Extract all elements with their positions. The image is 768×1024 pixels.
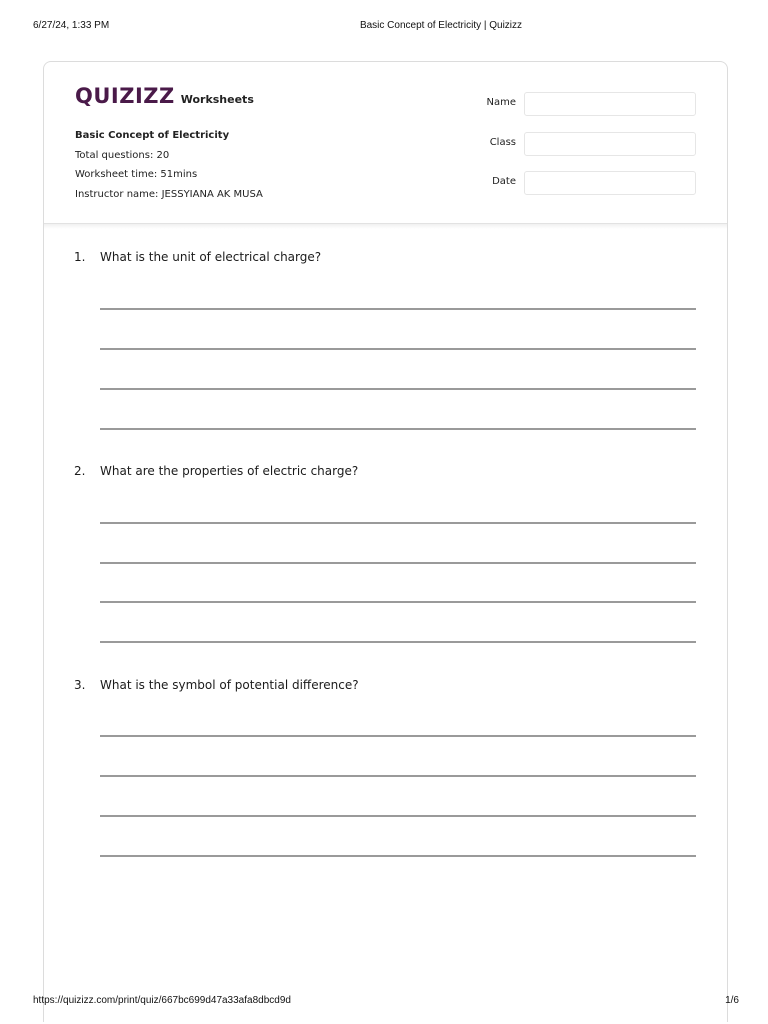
print-header bbox=[0, 0, 768, 40]
question-text: What is the unit of electrical charge? bbox=[100, 250, 322, 264]
worksheet-sheet bbox=[43, 61, 728, 1022]
question-2 bbox=[74, 464, 696, 644]
print-page-number: 1/6 bbox=[725, 995, 739, 1006]
answer-line[interactable] bbox=[100, 562, 696, 564]
instructor-name: Instructor name: JESSYIANA AK MUSA bbox=[75, 188, 263, 200]
question-text: What are the properties of electric charge? bbox=[100, 464, 359, 478]
header-divider bbox=[44, 224, 727, 229]
question-3 bbox=[74, 678, 696, 858]
answer-line[interactable] bbox=[100, 522, 696, 524]
answer-line[interactable] bbox=[100, 855, 696, 857]
class-field-row bbox=[464, 132, 696, 156]
print-page-title: Basic Concept of Electricity | Quizizz bbox=[359, 20, 523, 31]
worksheet-header bbox=[44, 62, 727, 224]
answer-line[interactable] bbox=[100, 348, 696, 350]
answer-line[interactable] bbox=[100, 428, 696, 430]
answer-line[interactable] bbox=[100, 641, 696, 643]
quizizz-logo bbox=[75, 84, 254, 108]
logo-brand: QUIZIZZ bbox=[75, 84, 175, 108]
answer-line[interactable] bbox=[100, 308, 696, 310]
class-field[interactable] bbox=[524, 132, 696, 156]
name-field[interactable] bbox=[524, 92, 696, 116]
print-footer bbox=[0, 990, 768, 1020]
worksheet-time: Worksheet time: 51mins bbox=[75, 169, 198, 180]
name-field-row bbox=[464, 92, 696, 116]
date-field-row bbox=[464, 171, 696, 195]
answer-line[interactable] bbox=[100, 735, 696, 737]
answer-line[interactable] bbox=[100, 775, 696, 777]
answer-line[interactable] bbox=[100, 601, 696, 603]
print-datetime: 6/27/24, 1:33 PM bbox=[33, 20, 110, 31]
worksheet-meta bbox=[75, 126, 263, 204]
total-questions: Total questions: 20 bbox=[75, 149, 170, 161]
date-field[interactable] bbox=[524, 171, 696, 195]
question-number: 2. bbox=[74, 464, 86, 478]
answer-line[interactable] bbox=[100, 388, 696, 390]
worksheet-title: Basic Concept of Electricity bbox=[75, 130, 230, 141]
class-label: Class bbox=[489, 137, 516, 148]
question-1 bbox=[74, 250, 696, 430]
logo-product: Worksheets bbox=[180, 93, 254, 106]
name-label: Name bbox=[486, 97, 516, 108]
answer-line[interactable] bbox=[100, 815, 696, 817]
question-number: 3. bbox=[74, 678, 86, 692]
date-label: Date bbox=[492, 176, 516, 187]
question-text: What is the symbol of potential difference? bbox=[100, 678, 359, 692]
print-url[interactable]: https://quizizz.com/print/quiz/667bc699d47a33afa8dbcd9d bbox=[33, 995, 291, 1006]
question-number: 1. bbox=[74, 250, 86, 264]
